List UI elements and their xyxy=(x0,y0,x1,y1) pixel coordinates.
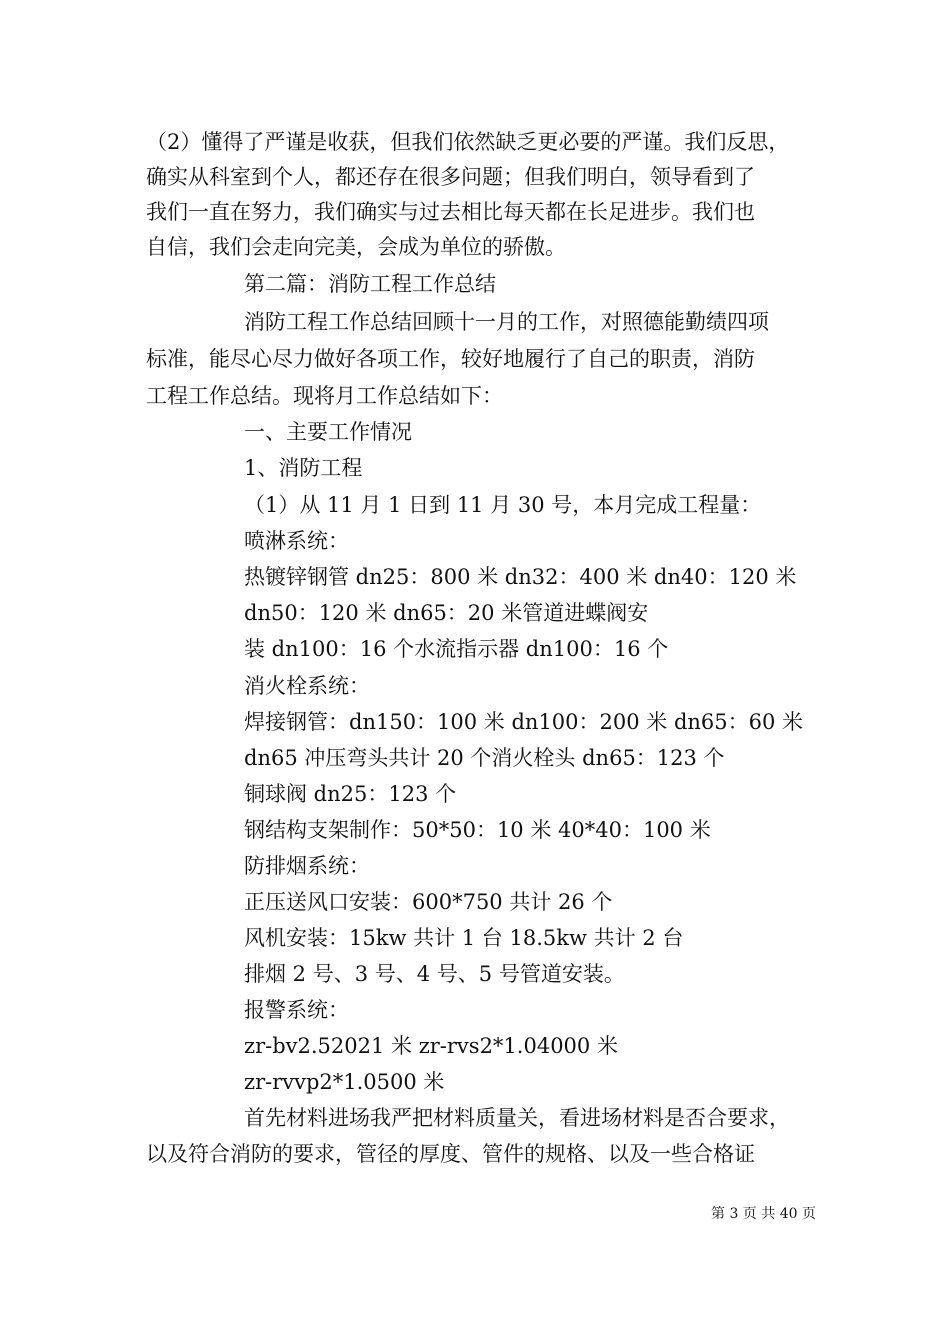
paragraph-line: 工程工作总结。现将月工作总结如下： xyxy=(146,384,503,408)
system-heading: 报警系统： xyxy=(244,998,349,1022)
system-heading: 防排烟系统： xyxy=(244,854,370,878)
paragraph-line: 首先材料进场我严把材料质量关，看进场材料是否合要求， xyxy=(244,1106,790,1130)
list-item: zr-bv2.52021 米 zr-rvs2*1.04000 米 xyxy=(244,1034,618,1058)
list-item: dn50：120 米 dn65：20 米管道进蝶阀安 xyxy=(244,601,649,625)
list-item: 排烟 2 号、3 号、4 号、5 号管道安装。 xyxy=(244,962,625,986)
page-number: 第 3 页 共 40 页 xyxy=(711,1206,816,1222)
heading-main-work: 一、主要工作情况 xyxy=(244,420,412,444)
paragraph-line: 标准，能尽心尽力做好各项工作，较好地履行了自己的职责，消防 xyxy=(146,347,755,371)
list-item: 热镀锌钢管 dn25：800 米 dn32：400 米 dn40：120 米 xyxy=(244,565,797,589)
section-title: 第二篇：消防工程工作总结 xyxy=(244,272,496,296)
list-item: 风机安装：15kw 共计 1 台 18.5kw 共计 2 台 xyxy=(244,926,684,950)
paragraph-line: 消防工程工作总结回顾十一月的工作，对照德能勤绩四项 xyxy=(244,310,769,334)
list-item: zr-rvvp2*1.0500 米 xyxy=(244,1070,445,1094)
system-heading: 喷淋系统： xyxy=(244,529,349,553)
list-item: 装 dn100：16 个水流指示器 dn100：16 个 xyxy=(244,637,669,661)
list-item: 焊接钢管：dn150：100 米 dn100：200 米 dn65：60 米 xyxy=(244,710,804,734)
paragraph-line: （2）懂得了严谨是收获，但我们依然缺乏更必要的严谨。我们反思， xyxy=(146,130,790,154)
paragraph-line: （1）从 11 月 1 日到 11 月 30 号，本月完成工程量： xyxy=(244,493,762,517)
paragraph-line: 确实从科室到个人，都还存在很多问题；但我们明白，领导看到了 xyxy=(146,165,755,189)
heading-fire-engineering: 1、消防工程 xyxy=(244,456,363,480)
paragraph-line: 自信，我们会走向完美，会成为单位的骄傲。 xyxy=(146,235,566,259)
list-item: 铜球阀 dn25：123 个 xyxy=(244,782,457,806)
system-heading: 消火栓系统： xyxy=(244,674,370,698)
paragraph-line: 我们一直在努力，我们确实与过去相比每天都在长足进步。我们也 xyxy=(146,200,755,224)
list-item: 正压送风口安装：600*750 共计 26 个 xyxy=(244,890,613,914)
list-item: 钢结构支架制作：50*50：10 米 40*40：100 米 xyxy=(244,818,711,842)
list-item: dn65 冲压弯头共计 20 个消火栓头 dn65：123 个 xyxy=(244,746,725,770)
paragraph-line: 以及符合消防的要求，管径的厚度、管件的规格、以及一些合格证 xyxy=(146,1142,755,1166)
